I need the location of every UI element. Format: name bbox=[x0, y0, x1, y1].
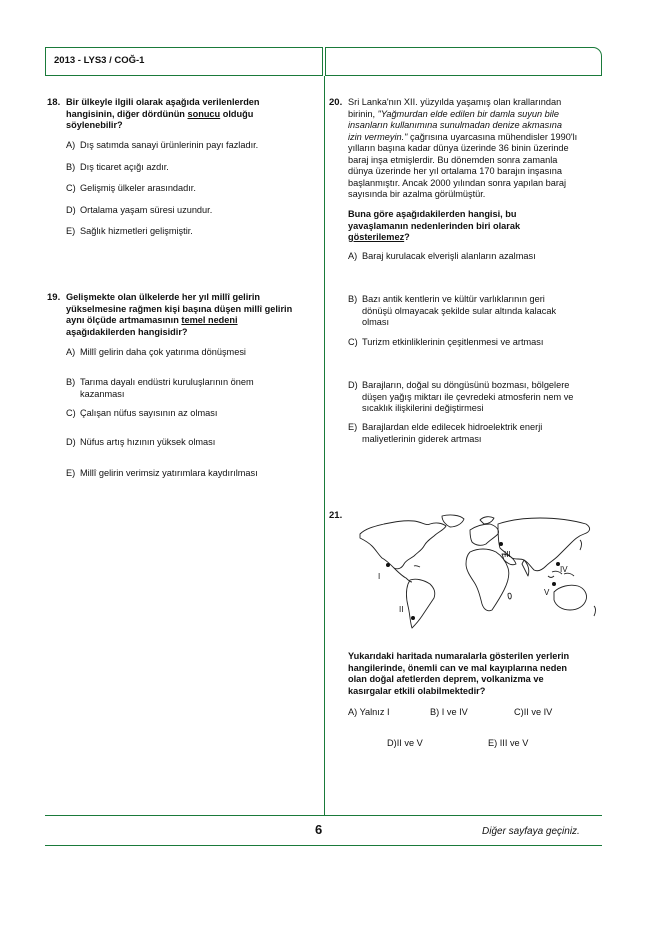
q18-stem-line1: Bir ülkeyle ilgili olarak aşağıda verilenlerden bbox=[66, 97, 260, 107]
q20-passage-line5: yılların başına kadar dünya üzerinde 36 binin üzerinde bbox=[348, 143, 569, 153]
map-label-i: I bbox=[378, 572, 381, 581]
q18-option-b[interactable]: B) Dış ticaret açığı azdır. bbox=[66, 162, 169, 172]
q20-passage-line3: insanların kullanımına sunulmadan denize akmasına bbox=[348, 120, 562, 130]
q21-option-b[interactable]: B) I ve IV bbox=[430, 707, 468, 717]
q18-option-a[interactable]: A) Dış satımda sanayi ürünlerinin payı fazladır. bbox=[66, 140, 259, 150]
q20-stem-line1: Buna göre aşağıdakilerden hangisi, bu bbox=[348, 209, 517, 219]
q20-passage-line4: izin vermeyin." çağrısına uyarcasına mühendisler 1990'lı bbox=[348, 131, 578, 142]
exam-title: 2013 - LYS3 / COĞ-1 bbox=[54, 55, 145, 66]
q21-option-c[interactable]: C)II ve IV bbox=[514, 707, 553, 717]
q20-stem-line3: gösterilemez? bbox=[348, 232, 410, 242]
next-page-note: Diğer sayfaya geçiniz. bbox=[482, 826, 580, 837]
q20-number: 20. bbox=[329, 97, 343, 108]
q19-option-a[interactable]: A) Millî gelirin daha çok yatırıma dönüşmesi bbox=[66, 347, 246, 357]
map-label-iv: IV bbox=[560, 565, 568, 574]
map-marker-iii bbox=[499, 542, 503, 546]
q20-option-a[interactable]: A) Baraj kurulacak elverişli alanların azalması bbox=[348, 251, 536, 261]
map-label-ii: II bbox=[399, 605, 404, 614]
q21-stem-line1: Yukarıdaki haritada numaralarla gösterilen yerlerin bbox=[348, 651, 570, 661]
q20-stem-line2: yavaşlamanın nedenlerinden biri olarak bbox=[348, 220, 521, 231]
q20-option-c[interactable]: C) Turizm etkinliklerinin çeşitlenmesi ve artması bbox=[348, 337, 544, 347]
q20-option-b[interactable]: B) Bazı antik kentlerin ve kültür varlıklarının geri dönüşü olmayacak şekilde sular altında kalacak olması bbox=[348, 294, 557, 327]
q21-stem-line2: hangilerinde, önemli can ve mal kayıplarına neden bbox=[348, 662, 568, 673]
q19-option-d[interactable]: D) Nüfus artış hızının yüksek olması bbox=[66, 437, 216, 447]
q18-number: 18. bbox=[47, 97, 61, 108]
header-right-box bbox=[325, 47, 602, 76]
map-label-iii: III bbox=[504, 550, 511, 559]
q19-number: 19. bbox=[47, 292, 61, 303]
q20-passage-line2: birinin, "Yağmurdan elde edilen bir damla suyun bile bbox=[348, 108, 559, 119]
q20-passage-line1: Sri Lanka'nın XII. yüzyılda yaşamış olan krallarından bbox=[348, 97, 562, 107]
q21-option-e[interactable]: E) III ve V bbox=[488, 738, 529, 748]
q21-stem-line4: kasırgalar etkili olabilmektedir? bbox=[348, 685, 486, 696]
q20-passage bbox=[348, 97, 600, 201]
q21-stem bbox=[348, 651, 600, 697]
q19-stem-line3: aynı ölçüde artmamasının temel nedeni bbox=[66, 315, 238, 325]
q20-passage-line9: sayısında bir azalma görülmüştür. bbox=[348, 189, 486, 199]
q19-option-e[interactable]: E) Millî gelirin verimsiz yatırımlara kaydırılması bbox=[66, 468, 258, 478]
q19-option-c[interactable]: C) Çalışan nüfus sayısının az olması bbox=[66, 408, 218, 418]
footer-bottom-rule bbox=[45, 845, 602, 846]
q19-stem-line4: aşağıdakilerden hangisidir? bbox=[66, 326, 188, 337]
q18-option-e[interactable]: E) Sağlık hizmetleri gelişmiştir. bbox=[66, 226, 193, 236]
page-number: 6 bbox=[315, 822, 323, 837]
q18-stem bbox=[66, 97, 316, 132]
q21-option-d[interactable]: D)II ve V bbox=[387, 738, 423, 748]
world-map bbox=[352, 512, 602, 630]
q20-passage-line7: dünya üzerinde her yıl ortalama 170 barajın inşasına bbox=[348, 166, 562, 176]
q18-option-c[interactable]: C) Gelişmiş ülkeler arasındadır. bbox=[66, 183, 196, 193]
q19-stem-line1: Gelişmekte olan ülkelerde her yıl millî gelirin bbox=[66, 292, 261, 302]
map-label-v: V bbox=[544, 588, 550, 597]
map-marker-i bbox=[386, 563, 390, 567]
q20-option-e[interactable]: E) Barajlardan elde edilecek hidroelektrik enerji maliyetlerinin giderek artması bbox=[348, 422, 543, 444]
q19-stem bbox=[66, 292, 318, 338]
q21-number: 21. bbox=[329, 510, 343, 521]
q20-stem bbox=[348, 209, 600, 244]
q20-passage-line8: başlanmıştır. Ancak 2000 yılından sonra yapılan baraj bbox=[348, 177, 567, 188]
footer-top-rule bbox=[45, 815, 602, 816]
q19-stem-line2: yükselmesine rağmen kişi başına düşen millî gelirin bbox=[66, 303, 293, 314]
column-divider bbox=[324, 76, 325, 816]
map-marker-v bbox=[552, 582, 556, 586]
map-marker-ii bbox=[411, 616, 415, 620]
q18-stem-line3: söylenebilir? bbox=[66, 120, 123, 130]
q18-stem-line2: hangisinin, diğer dördünün sonucu olduğu bbox=[66, 108, 254, 119]
q18-option-d[interactable]: D) Ortalama yaşam süresi uzundur. bbox=[66, 205, 213, 215]
q20-option-d[interactable]: D) Barajların, doğal su döngüsünü bozması, bölgelere düşen yağış miktarı ile çevredeki atmosferin nem ve sıcaklık ilişkilerini değiştirmesi bbox=[348, 380, 574, 413]
q19-option-b[interactable]: B) Tarıma dayalı endüstri kuruluşlarının önem kazanması bbox=[66, 377, 254, 399]
header-left-box bbox=[45, 47, 323, 76]
q20-passage-line6: baraj inşa etmişlerdir. Bu dönemden sonra zamanla bbox=[348, 154, 558, 165]
q21-option-a[interactable]: A) Yalnız I bbox=[348, 707, 390, 717]
q21-stem-line3: olan doğal afetlerden deprem, volkanizma ve bbox=[348, 674, 544, 684]
